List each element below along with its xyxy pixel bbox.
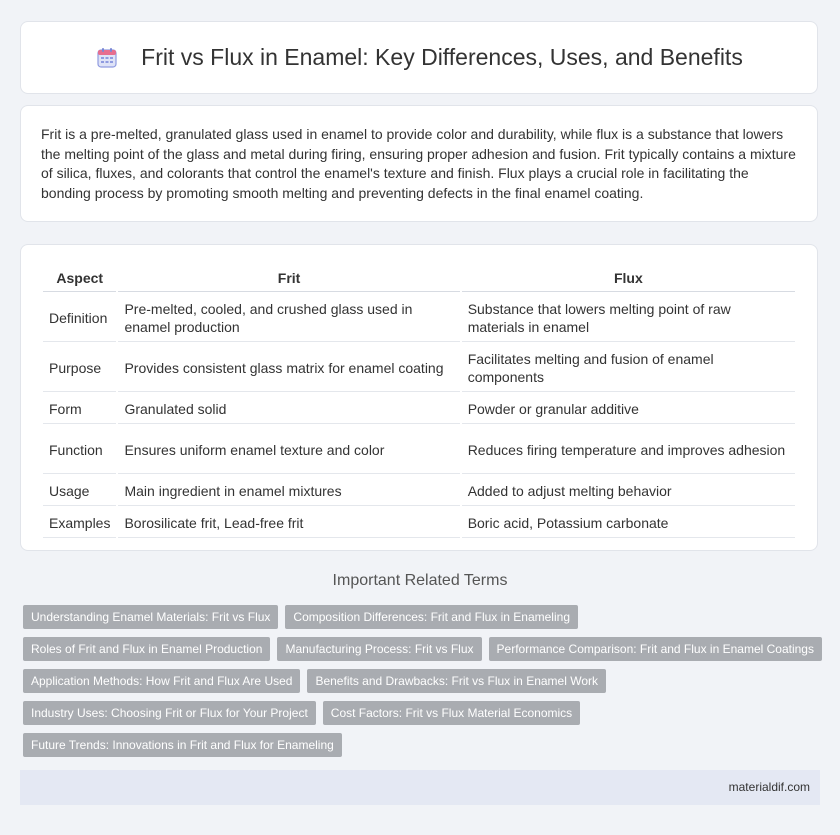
cell-aspect: Usage: [43, 476, 116, 506]
cell-frit: Pre-melted, cooled, and crushed glass used in enamel production: [118, 294, 459, 342]
cell-aspect: Examples: [43, 508, 116, 538]
header-frit: Frit: [118, 265, 459, 292]
page-title: Frit vs Flux in Enamel: Key Differences, Uses, and Benefits: [141, 44, 743, 70]
cell-flux: Facilitates melting and fusion of enamel components: [462, 344, 795, 392]
footer: [20, 770, 820, 805]
table-row: [43, 394, 795, 424]
related-term-tag[interactable]: Industry Uses: Choosing Frit or Flux for Your Project: [23, 701, 316, 725]
related-term-tag[interactable]: Manufacturing Process: Frit vs Flux: [277, 637, 481, 661]
related-term-tag[interactable]: Composition Differences: Frit and Flux in Enameling: [285, 605, 578, 629]
cell-flux: Boric acid, Potassium carbonate: [462, 508, 795, 538]
cell-aspect: Definition: [43, 294, 116, 342]
related-terms-list: [23, 605, 823, 765]
cell-flux: Reduces firing temperature and improves adhesion: [462, 426, 795, 474]
related-term-tag[interactable]: Performance Comparison: Frit and Flux in Enamel Coatings: [489, 637, 822, 661]
related-terms-heading: Important Related Terms: [332, 572, 508, 589]
cell-frit: Granulated solid: [118, 394, 459, 424]
comparison-table: [41, 263, 797, 540]
intro-text: Frit is a pre-melted, granulated glass used in enamel to provide color and durability, while flux is a substance that lowers the melting point of the glass and metal during firing, ensuring proper adhesion and fusion. Frit typically contains a mixture of silica, fluxes, and colorants that control the enamel's texture and finish. Flux plays a crucial role in facilitating the bonding process by promoting smooth melting and preventing defects in the final enamel coating.: [41, 126, 796, 201]
comparison-card: [20, 244, 818, 551]
intro-card: [20, 105, 818, 222]
related-term-tag[interactable]: Future Trends: Innovations in Frit and Flux for Enameling: [23, 733, 342, 757]
cell-flux: Powder or granular additive: [462, 394, 795, 424]
footer-site-link[interactable]: materialdif.com: [728, 780, 810, 794]
cell-frit: Provides consistent glass matrix for enamel coating: [118, 344, 459, 392]
table-row: [43, 344, 795, 392]
header-flux: Flux: [462, 265, 795, 292]
related-term-tag[interactable]: Cost Factors: Frit vs Flux Material Economics: [323, 701, 580, 725]
title-card: [20, 21, 818, 94]
related-term-tag[interactable]: Benefits and Drawbacks: Frit vs Flux in Enamel Work: [307, 669, 606, 693]
cell-aspect: Form: [43, 394, 116, 424]
table-row: [43, 476, 795, 506]
table-row: [43, 294, 795, 342]
table-row: [43, 426, 795, 474]
related-term-tag[interactable]: Application Methods: How Frit and Flux Are Used: [23, 669, 300, 693]
cell-frit: Main ingredient in enamel mixtures: [118, 476, 459, 506]
calendar-icon: [95, 46, 119, 70]
cell-aspect: Function: [43, 426, 116, 474]
cell-flux: Substance that lowers melting point of raw materials in enamel: [462, 294, 795, 342]
header-aspect: Aspect: [43, 265, 116, 292]
cell-flux: Added to adjust melting behavior: [462, 476, 795, 506]
related-term-tag[interactable]: Understanding Enamel Materials: Frit vs Flux: [23, 605, 278, 629]
table-row: [43, 508, 795, 538]
related-term-tag[interactable]: Roles of Frit and Flux in Enamel Production: [23, 637, 270, 661]
cell-frit: Ensures uniform enamel texture and color: [118, 426, 459, 474]
cell-frit: Borosilicate frit, Lead-free frit: [118, 508, 459, 538]
cell-aspect: Purpose: [43, 344, 116, 392]
